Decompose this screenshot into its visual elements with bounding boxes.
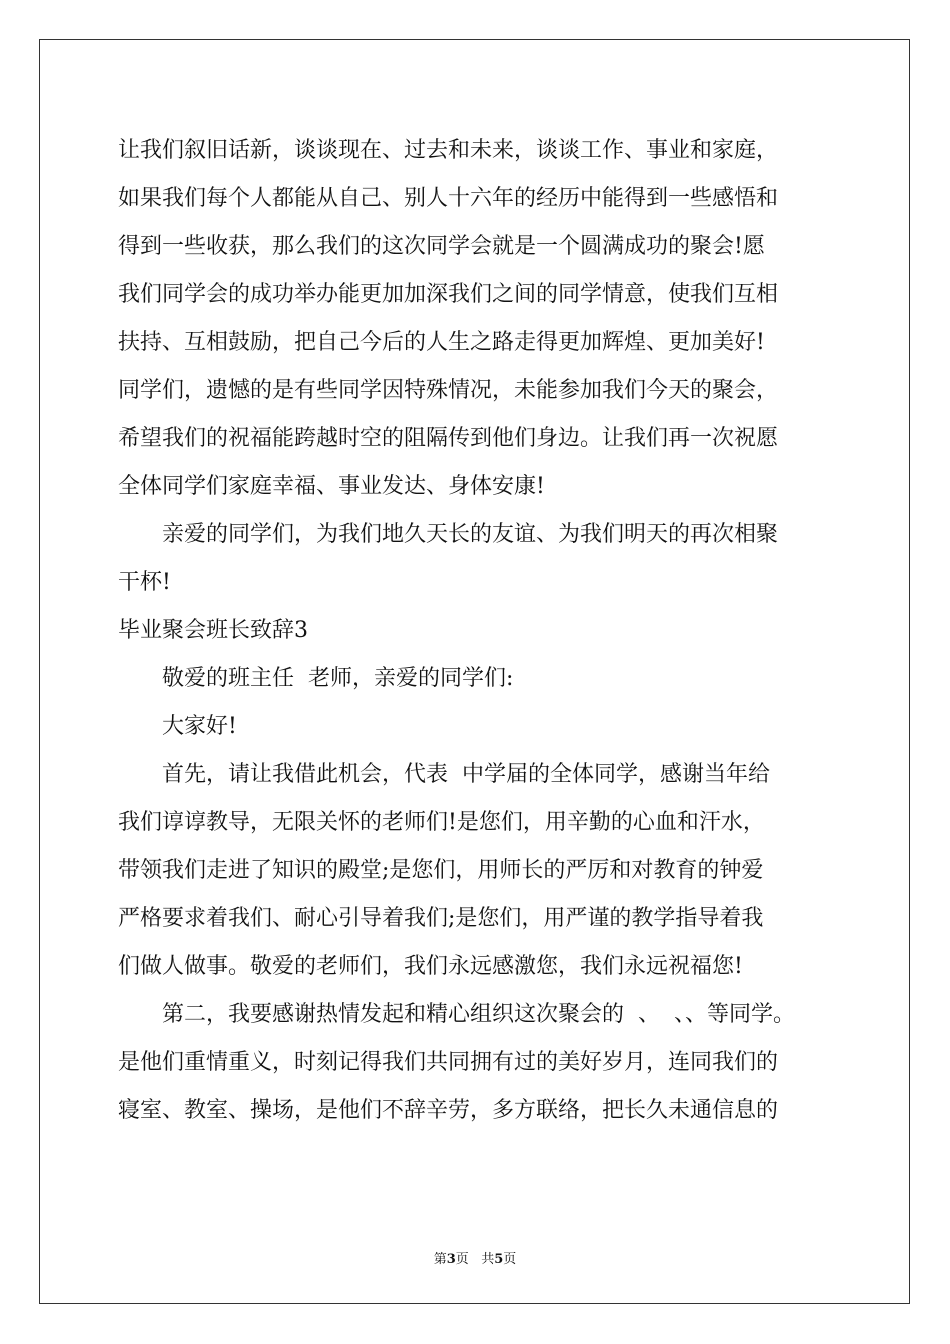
salutation: 敬爱的班主任 老师，亲爱的同学们: [162,666,514,691]
text-line: 是他们重情重义，时刻记得我们共同拥有过的美好岁月，连同我们的 [118,1050,779,1075]
text-line: 严格要求着我们、耐心引导着我们;是您们，用严谨的教学指导着我 [118,906,764,931]
page-current: 3 [446,1252,456,1267]
text-line: 得到一些收获，那么我们的这次同学会就是一个圆满成功的聚会!愿 [118,234,765,259]
page-prefix: 第 [433,1252,447,1267]
text-line: 寝室、教室、操场，是他们不辞辛劳，多方联络，把长久未通信息的 [118,1098,779,1123]
page-footer [0,1248,950,1267]
text-line: 第二，我要感谢热情发起和精心组织这次聚会的 、 、、等同学。 [162,1002,795,1027]
document-body [118,127,838,1135]
text-line: 干杯! [118,570,171,595]
text-line: 希望我们的祝福能跨越时空的阻隔传到他们身边。让我们再一次祝愿 [118,426,779,451]
text-line: 同学们，遗憾的是有些同学因特殊情况，未能参加我们今天的聚会， [118,378,779,403]
page-unit: 页 [455,1252,469,1267]
text-line: 如果我们每个人都能从自己、别人十六年的经历中能得到一些感悟和 [118,186,779,211]
page-total: 5 [494,1252,504,1267]
text-line: 首先，请让我借此机会，代表 中学届的全体同学，感谢当年给 [162,762,770,787]
text-line: 亲爱的同学们，为我们地久天长的友谊、为我们明天的再次相聚 [162,522,779,547]
greeting: 大家好! [162,714,237,739]
text-line: 们做人做事。敬爱的老师们，我们永远感激您，我们永远祝福您! [118,954,743,979]
text-line: 带领我们走进了知识的殿堂;是您们，用师长的严厉和对教育的钟爱 [118,858,764,883]
total-prefix: 共 [481,1252,495,1267]
text-line: 我们同学会的成功举办能更加加深我们之间的同学情意，使我们互相 [118,282,779,307]
section-heading: 毕业聚会班长致辞3 [118,618,308,643]
total-unit: 页 [503,1252,517,1267]
text-line: 扶持、互相鼓励，把自己今后的人生之路走得更加辉煌、更加美好! [118,330,765,355]
text-line: 我们谆谆教导，无限关怀的老师们!是您们，用辛勤的心血和汗水， [118,810,765,835]
text-line: 让我们叙旧话新，谈谈现在、过去和未来，谈谈工作、事业和家庭， [118,138,779,163]
text-line: 全体同学们家庭幸福、事业发达、身体安康! [118,474,545,499]
